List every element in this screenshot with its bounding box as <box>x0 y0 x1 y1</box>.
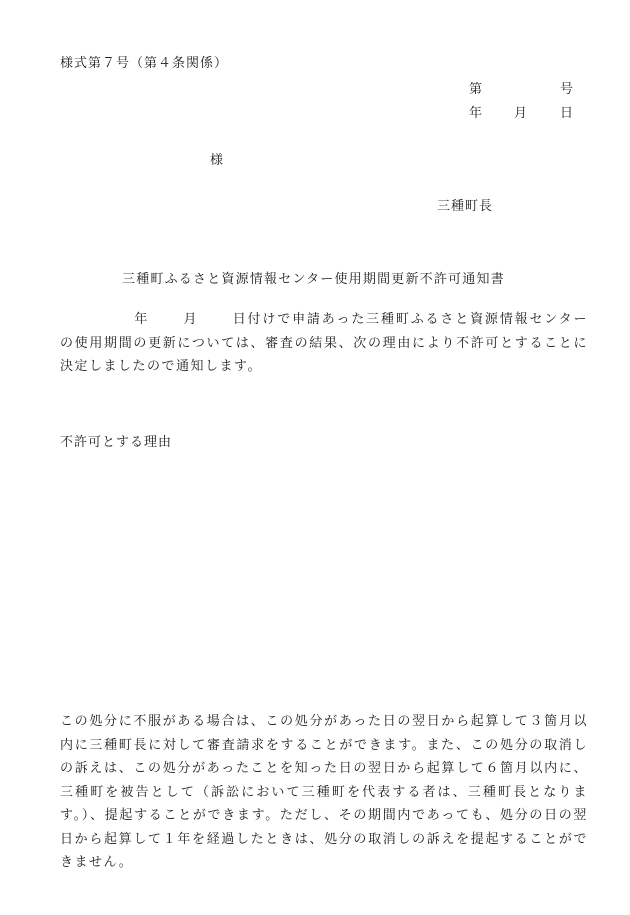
addressee-honorific: 様 <box>210 153 224 168</box>
application-date-year: 年 <box>134 312 150 327</box>
document-title: 三種町ふるさと資源情報センター使用期間更新不許可通知書 <box>122 272 505 287</box>
issue-date-line <box>469 102 573 120</box>
form-number: 様式第７号（第４条関係） <box>60 56 229 71</box>
application-date-month: 月 <box>183 312 199 327</box>
issuer-title: 三種町長 <box>437 199 494 214</box>
document-number-line <box>469 78 573 96</box>
notice-body-text: 日付けで申請あった三種町ふるさと資源情報センターの使用期間の更新については、審査の結果、次の理由により不許可とすることに決定しましたので通知します。 <box>60 312 588 374</box>
document-number-prefix: 第 <box>469 82 483 97</box>
appeal-notice-text: この処分に不服がある場合は、この処分があった日の翌日から起算して３箇月以内に三種町長に対して審査請求をすることができます。また、この処分の取消しの訴えは、この処分があったことを知った日の翌日から起算して６箇月以内に、三種町を被告として（訴訟において三種町を代表する者は、三種町長となります。）、提起することができます。ただし、その期間内であっても、処分の日の翌日から起算して１年を経過したときは、処分の取消しの訴えを提起することができません。 <box>60 714 588 870</box>
notice-body <box>60 308 588 379</box>
issue-date-day: 日 <box>559 106 573 121</box>
document-number-suffix: 号 <box>559 82 573 97</box>
reason-blank-area <box>60 455 588 700</box>
appeal-notice <box>60 710 588 875</box>
reason-label: 不許可とする理由 <box>60 435 173 450</box>
issue-date-year: 年 <box>469 106 483 121</box>
issue-date-month: 月 <box>514 106 528 121</box>
